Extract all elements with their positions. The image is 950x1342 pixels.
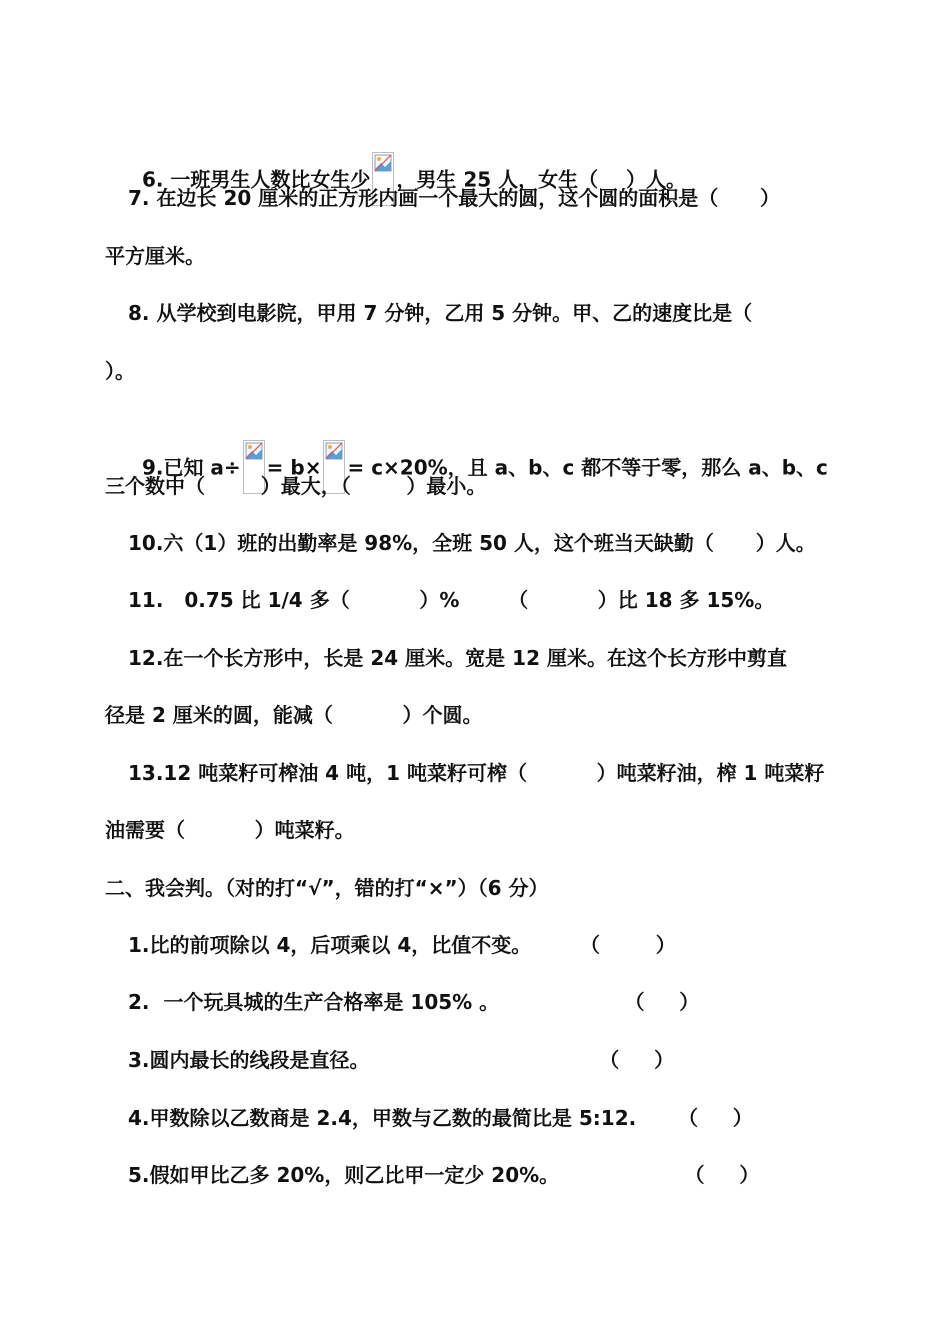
question-9-part-2: = b× xyxy=(266,455,322,480)
question-8-line-2: ）。 xyxy=(105,359,135,383)
judge-item-1: 1.比的前项除以 4，后项乘以 4，比值不变。 （ ） xyxy=(128,933,676,957)
question-9-part-3: = c×20%，且 a、b、c 都不等于零，那么 a、b、c xyxy=(347,455,828,480)
judge-item-4: 4.甲数除以乙数商是 2.4，甲数与乙数的最简比是 5:12. （ ） xyxy=(128,1106,753,1130)
section-2-heading: 二、我会判。（对的打“√”，错的打“×”）（6 分） xyxy=(105,876,549,900)
question-6 xyxy=(128,126,687,192)
question-9-part-1: 9.已知 a÷ xyxy=(141,455,241,480)
question-7-line-1: 7. 在边长 20 厘米的正方形内画一个最大的圆，这个圆的面积是（ ） xyxy=(128,186,781,210)
question-8-line-1: 8. 从学校到电影院，甲用 7 分钟，乙用 5 分钟。甲、乙的速度比是（ xyxy=(128,301,753,325)
judge-item-2: 2. 一个玩具城的生产合格率是 105% 。 （ ） xyxy=(128,990,700,1014)
question-11: 11. 0.75 比 1/4 多（ ）% （ ）比 18 多 15%。 xyxy=(128,588,775,612)
question-13-line-2: 油需要（ ）吨菜籽。 xyxy=(105,818,355,842)
judge-item-3: 3.圆内最长的线段是直径。 （ ） xyxy=(128,1048,675,1072)
question-9-line-2: 三个数中（ ）最大，（ ）最小。 xyxy=(105,474,487,498)
question-6-text-after: ，男生 25 人，女生（ ）人。 xyxy=(396,167,687,192)
question-9 xyxy=(128,414,828,480)
question-12-line-2: 径是 2 厘米的圆，能减（ ）个圆。 xyxy=(105,703,483,727)
question-7-line-2: 平方厘米。 xyxy=(105,244,205,268)
question-13-line-1: 13.12 吨菜籽可榨油 4 吨，1 吨菜籽可榨（ ）吨菜籽油，榨 1 吨菜籽 xyxy=(128,761,825,785)
question-10: 10.六（1）班的出勤率是 98%，全班 50 人，这个班当天缺勤（ ）人。 xyxy=(128,531,816,555)
question-12-line-1: 12.在一个长方形中，长是 24 厘米。宽是 12 厘米。在这个长方形中剪直 xyxy=(128,646,787,670)
question-6-text-before: 6. 一班男生人数比女生少 xyxy=(141,167,371,192)
judge-item-5: 5.假如甲比乙多 20%，则乙比甲一定少 20%。 （ ） xyxy=(128,1163,760,1187)
